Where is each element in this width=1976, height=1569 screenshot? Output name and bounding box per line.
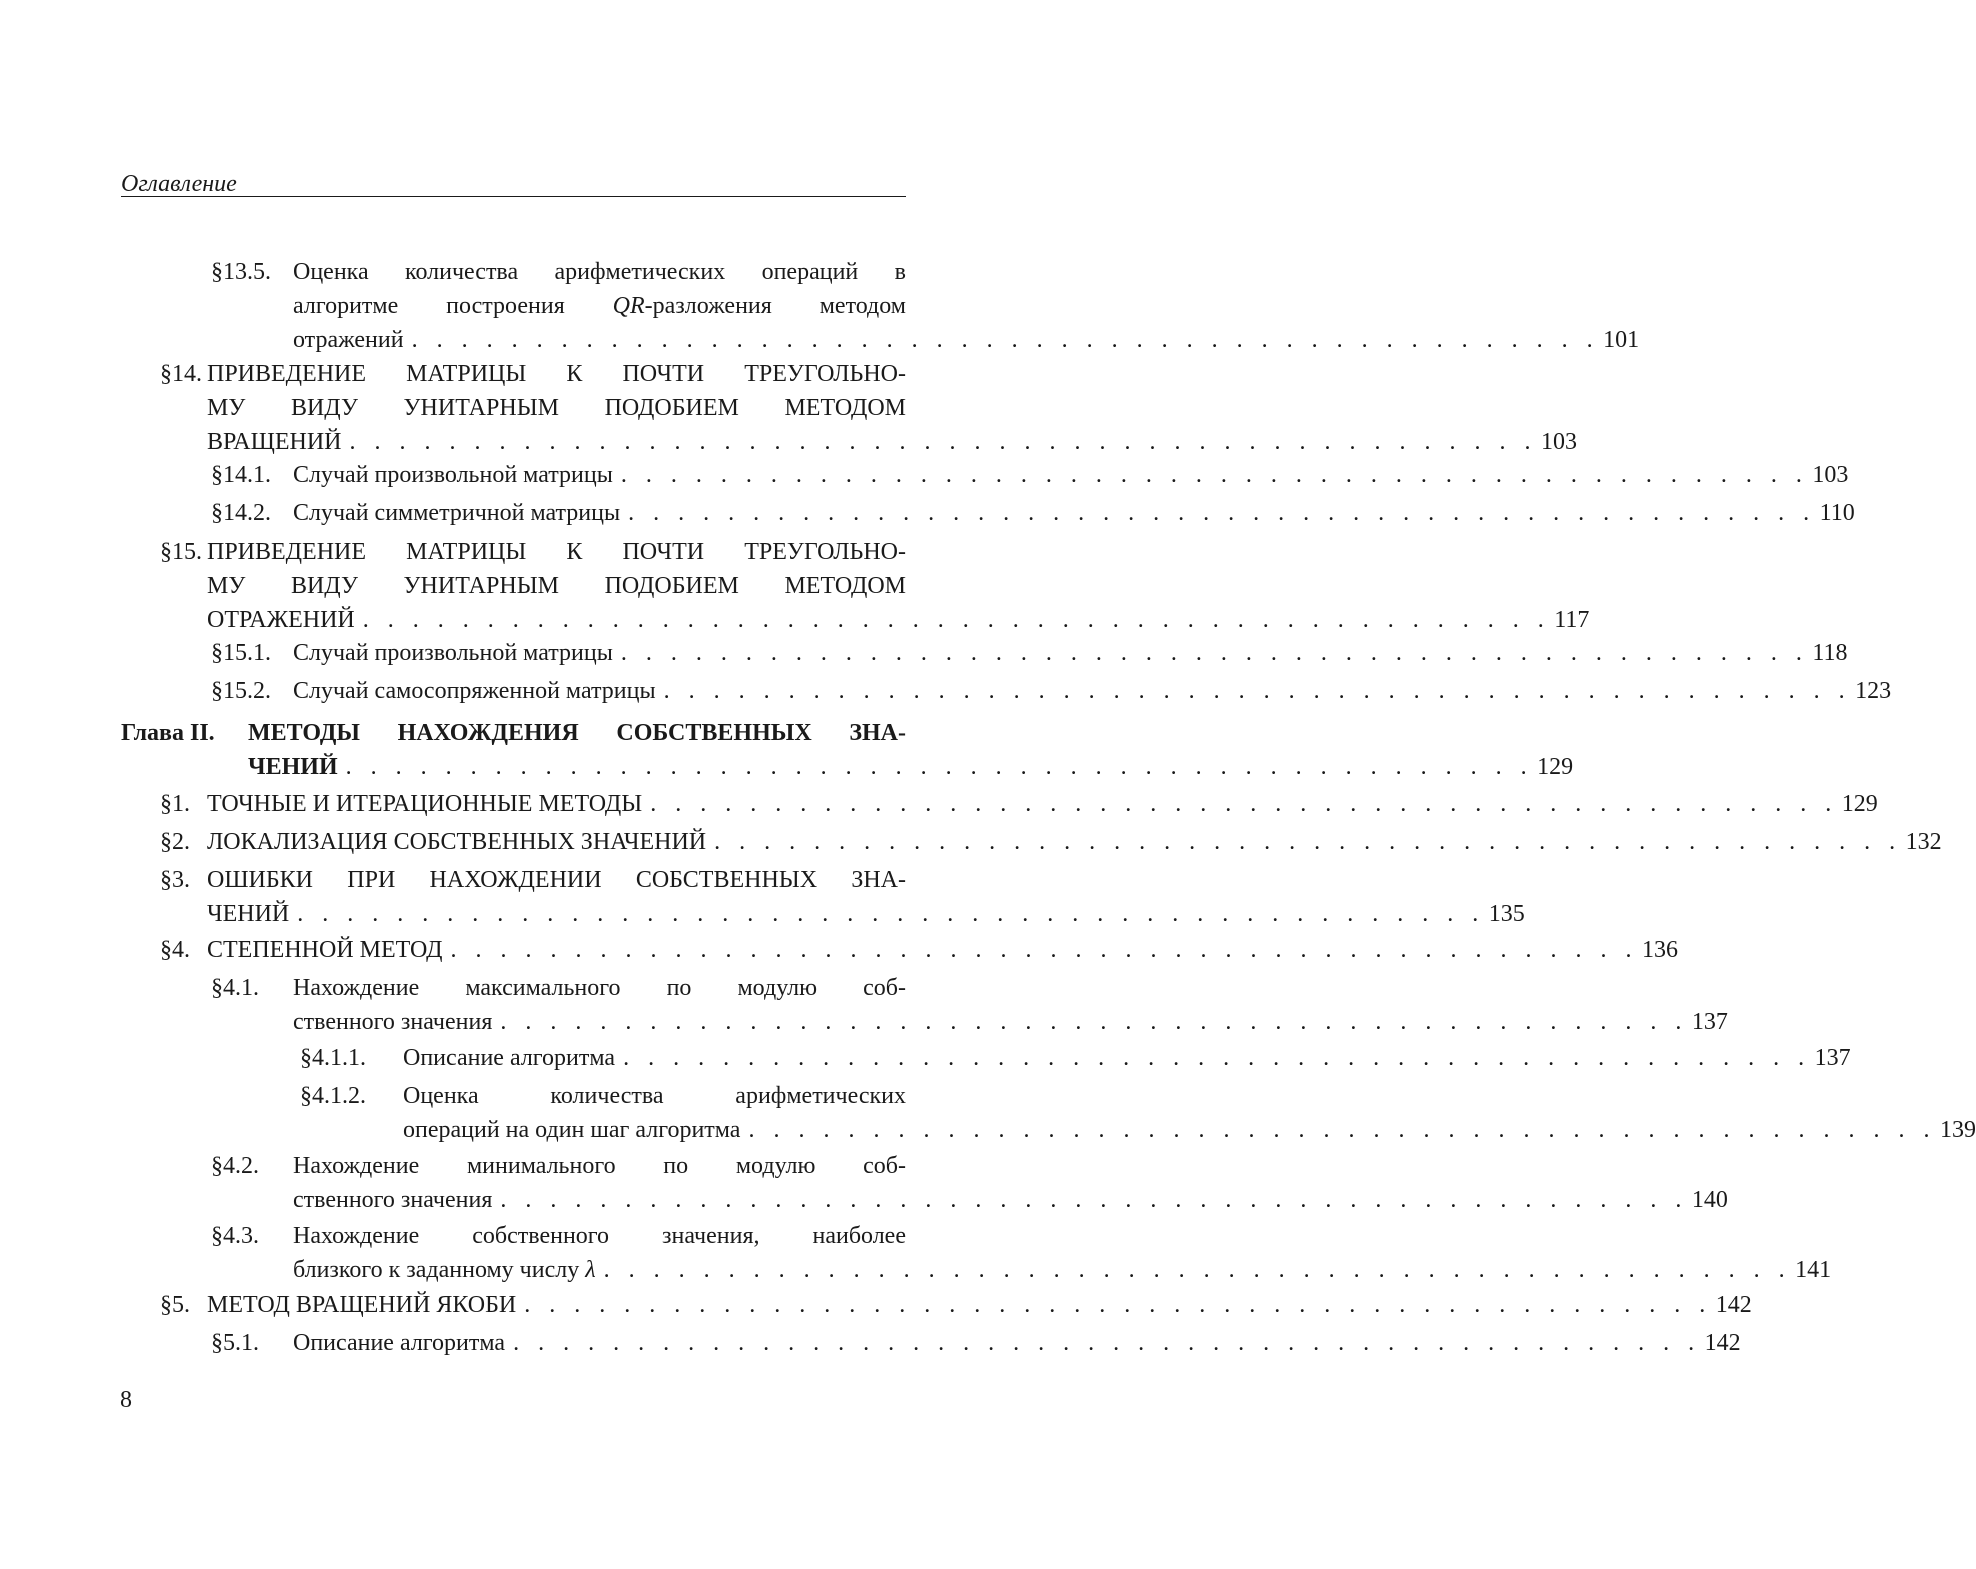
toc-title-last-line <box>293 1330 1741 1356</box>
toc-title-last-line <box>207 791 1878 817</box>
toc-entry[interactable] <box>121 720 1574 789</box>
leader-dots: . . . . . . . . . . . . . . . . . . . . . . . . . . . . . . . . . . . . . . . . . . . . . . . . <box>628 500 1816 526</box>
toc-section-number: §4.2. <box>211 1153 259 1179</box>
toc-section-number: §5. <box>160 1292 190 1318</box>
toc-section-number: §4.1. <box>211 975 259 1001</box>
leader-dots: . . . . . . . . . . . . . . . . . . . . . . . . . . . . . . . . . . . . . . . . . . . . . . . . <box>663 678 1852 704</box>
toc-page-number[interactable]: 123 <box>1855 678 1892 704</box>
toc-page-number[interactable]: 129 <box>1841 791 1878 817</box>
leader-dots: . . . . . . . . . . . . . . . . . . . . . . . . . . . . . . . . . . . . . . . . . . . . . . . . <box>513 1330 1701 1356</box>
toc-title-last-line <box>207 937 1678 963</box>
toc-section-number: §5.1. <box>211 1330 259 1356</box>
toc-title-last-line <box>403 1045 1851 1071</box>
toc-entry[interactable] <box>211 975 1728 1044</box>
toc-title-last-line <box>293 327 1640 353</box>
header-title: Оглавление <box>121 171 237 197</box>
toc-title-last-line <box>207 607 1590 633</box>
leader-dots: . . . . . . . . . . . . . . . . . . . . . . . . . . . . . . . . . . . . . . . . . . . . . . . . <box>345 754 1534 780</box>
leader-dots: . . . . . . . . . . . . . . . . . . . . . . . . . . . . . . . . . . . . . . . . . . . . . . . . <box>620 640 1809 666</box>
toc-entry[interactable] <box>160 1292 1752 1327</box>
toc-page-number[interactable]: 142 <box>1704 1330 1741 1356</box>
toc-entry[interactable] <box>211 259 1640 362</box>
toc-title-last-line <box>293 678 1892 704</box>
toc-page-number[interactable]: 137 <box>1691 1009 1728 1035</box>
toc-title-line: ВРАЩЕНИЙ <box>207 429 342 455</box>
leader-dots: . . . . . . . . . . . . . . . . . . . . . . . . . . . . . . . . . . . . . . . . . . . . . . . . <box>500 1187 1688 1213</box>
leader-dots: . . . . . . . . . . . . . . . . . . . . . . . . . . . . . . . . . . . . . . . . . . . . . . . . <box>450 937 1638 963</box>
leader-dots: . . . . . . . . . . . . . . . . . . . . . . . . . . . . . . . . . . . . . . . . . . . . . . . . <box>623 1045 1811 1071</box>
toc-title-last-line <box>207 1292 1752 1318</box>
toc-page-number[interactable]: 103 <box>1540 429 1577 455</box>
toc-title-last-line <box>207 429 1577 455</box>
toc-title-line: операций на один шаг алгоритма <box>403 1117 741 1143</box>
toc-page-number[interactable]: 103 <box>1812 462 1849 488</box>
toc-title-line: ственного значения <box>293 1187 493 1213</box>
toc-page-number[interactable]: 140 <box>1691 1187 1728 1213</box>
toc-entry[interactable] <box>211 500 1855 535</box>
toc-title-last-line <box>248 754 1574 780</box>
page-number: 8 <box>120 1387 132 1413</box>
toc-entry[interactable] <box>160 361 1577 464</box>
toc-page-number[interactable]: 139 <box>1939 1117 1976 1143</box>
toc-page-number[interactable]: 135 <box>1488 901 1525 927</box>
toc-title-line: ПРИВЕДЕНИЕ МАТРИЦЫ К ПОЧТИ ТРЕУГОЛЬНО- <box>207 539 906 565</box>
toc-title-last-line <box>293 1187 1728 1213</box>
toc-title-line: ЧЕНИЙ <box>248 754 338 780</box>
toc-title-line: МУ ВИДУ УНИТАРНЫМ ПОДОБИЕМ МЕТОДОМ <box>207 573 906 599</box>
toc-entry[interactable] <box>160 829 1942 864</box>
toc-section-number: §4. <box>160 937 190 963</box>
toc-page-number[interactable]: 101 <box>1603 327 1640 353</box>
toc-title-line: Описание алгоритма <box>403 1045 616 1071</box>
leader-dots: . . . . . . . . . . . . . . . . . . . . . . . . . . . . . . . . . . . . . . . . . . . . . . . . <box>524 1292 1712 1318</box>
toc-title-line: ЧЕНИЙ <box>207 901 290 927</box>
toc-title-line: близкого к заданному числу λ <box>293 1257 596 1283</box>
leader-dots: . . . . . . . . . . . . . . . . . . . . . . . . . . . . . . . . . . . . . . . . . . . . . . . . <box>603 1257 1792 1283</box>
toc-entry[interactable] <box>211 1223 1832 1292</box>
toc-entry[interactable] <box>160 539 1590 642</box>
toc-page-number[interactable]: 110 <box>1819 500 1855 526</box>
toc-section-number: §15.1. <box>211 640 271 666</box>
toc-entry[interactable] <box>211 640 1848 675</box>
toc-title-line: ТОЧНЫЕ И ИТЕРАЦИОННЫЕ МЕТОДЫ <box>207 791 643 817</box>
toc-title-line: Случай симметричной матрицы <box>293 500 621 526</box>
toc-title-line: Оценка количества арифметических <box>403 1083 906 1109</box>
toc-entry[interactable] <box>211 1330 1741 1365</box>
toc-title-line: МЕТОДЫ НАХОЖДЕНИЯ СОБСТВЕННЫХ ЗНА- <box>248 720 906 746</box>
toc-title-line: ЛОКАЛИЗАЦИЯ СОБСТВЕННЫХ ЗНАЧЕНИЙ <box>207 829 707 855</box>
toc-section-number: §15.2. <box>211 678 271 704</box>
toc-page-number[interactable]: 137 <box>1814 1045 1851 1071</box>
toc-title-line: отражений <box>293 327 404 353</box>
leader-dots: . . . . . . . . . . . . . . . . . . . . . . . . . . . . . . . . . . . . . . . . . . . . . . . . <box>411 327 1600 353</box>
leader-dots: . . . . . . . . . . . . . . . . . . . . . . . . . . . . . . . . . . . . . . . . . . . . . . . . <box>297 901 1485 927</box>
toc-title-line: Нахождение минимального по модулю соб- <box>293 1153 906 1179</box>
toc-title-line: Случай самосопряженной матрицы <box>293 678 656 704</box>
toc-title-last-line <box>293 1009 1728 1035</box>
leader-dots: . . . . . . . . . . . . . . . . . . . . . . . . . . . . . . . . . . . . . . . . . . . . . . . . <box>362 607 1551 633</box>
toc-page-number[interactable]: 136 <box>1642 937 1678 963</box>
toc-entry[interactable] <box>211 678 1892 713</box>
toc-section-number: §4.1.2. <box>300 1083 366 1109</box>
toc-section-number: §1. <box>160 791 190 817</box>
toc-title-line: Случай произвольной матрицы <box>293 462 613 488</box>
toc-section-number: §14.1. <box>211 462 271 488</box>
toc-title-line: СТЕПЕННОЙ МЕТОД <box>207 937 443 963</box>
leader-dots: . . . . . . . . . . . . . . . . . . . . . . . . . . . . . . . . . . . . . . . . . . . . . . . . <box>349 429 1537 455</box>
toc-entry[interactable] <box>160 937 1678 972</box>
toc-title-line: МУ ВИДУ УНИТАРНЫМ ПОДОБИЕМ МЕТОДОМ <box>207 395 906 421</box>
toc-page-number[interactable]: 117 <box>1554 607 1590 633</box>
toc-title-last-line <box>207 829 1942 855</box>
toc-page-number[interactable]: 142 <box>1715 1292 1752 1318</box>
toc-section-number: §2. <box>160 829 190 855</box>
leader-dots: . . . . . . . . . . . . . . . . . . . . . . . . . . . . . . . . . . . . . . . . . . . . . . . . <box>500 1009 1688 1035</box>
toc-section-number: §4.1.1. <box>300 1045 366 1071</box>
leader-dots: . . . . . . . . . . . . . . . . . . . . . . . . . . . . . . . . . . . . . . . . . . . . . . . . <box>620 462 1809 488</box>
leader-dots: . . . . . . . . . . . . . . . . . . . . . . . . . . . . . . . . . . . . . . . . . . . . . . . . <box>714 829 1902 855</box>
toc-section-number: §14. <box>160 361 202 387</box>
toc-title-line: Оценка количества арифметических операций в <box>293 259 906 285</box>
toc-entry[interactable] <box>160 791 1878 826</box>
toc-title-line: Описание алгоритма <box>293 1330 506 1356</box>
leader-dots: . . . . . . . . . . . . . . . . . . . . . . . . . . . . . . . . . . . . . . . . . . . . . . . . <box>650 791 1838 817</box>
toc-entry[interactable] <box>211 462 1849 497</box>
leader-dots: . . . . . . . . . . . . . . . . . . . . . . . . . . . . . . . . . . . . . . . . . . . . . . . . <box>748 1117 1936 1143</box>
toc-title-line: Нахождение максимального по модулю соб- <box>293 975 906 1001</box>
toc-section-number: §15. <box>160 539 202 565</box>
toc-title-line: ПРИВЕДЕНИЕ МАТРИЦЫ К ПОЧТИ ТРЕУГОЛЬНО- <box>207 361 906 387</box>
toc-title-last-line <box>293 462 1849 488</box>
toc-title-line: ОШИБКИ ПРИ НАХОЖДЕНИИ СОБСТВЕННЫХ ЗНА- <box>207 867 906 893</box>
toc-entry[interactable] <box>300 1045 1851 1080</box>
toc-page-number[interactable]: 129 <box>1537 754 1574 780</box>
toc-section-number: Глава II. <box>121 720 215 746</box>
running-header <box>121 172 906 197</box>
toc-entry[interactable] <box>300 1083 1976 1152</box>
toc-section-number: §13.5. <box>211 259 271 285</box>
toc-page-number[interactable]: 118 <box>1812 640 1848 666</box>
toc-section-number: §3. <box>160 867 190 893</box>
toc-title-line: ОТРАЖЕНИЙ <box>207 607 355 633</box>
toc-entry[interactable] <box>211 1153 1728 1222</box>
toc-title-last-line <box>207 901 1525 927</box>
toc-title-line: Случай произвольной матрицы <box>293 640 613 666</box>
toc-title-last-line <box>293 500 1855 526</box>
toc-title-line: Нахождение собственного значения, наиболее <box>293 1223 906 1249</box>
toc-title-last-line <box>403 1117 1976 1143</box>
toc-page-number[interactable]: 141 <box>1795 1257 1832 1283</box>
toc-title-line: ственного значения <box>293 1009 493 1035</box>
toc-title-line: алгоритме построения QR-разложения методом <box>293 293 906 319</box>
toc-section-number: §14.2. <box>211 500 271 526</box>
toc-entry[interactable] <box>160 867 1525 936</box>
toc-title-line: МЕТОД ВРАЩЕНИЙ ЯКОБИ <box>207 1292 517 1318</box>
toc-title-last-line <box>293 1257 1832 1283</box>
toc-page-number[interactable]: 132 <box>1905 829 1942 855</box>
toc-section-number: §4.3. <box>211 1223 259 1249</box>
toc-title-last-line <box>293 640 1848 666</box>
